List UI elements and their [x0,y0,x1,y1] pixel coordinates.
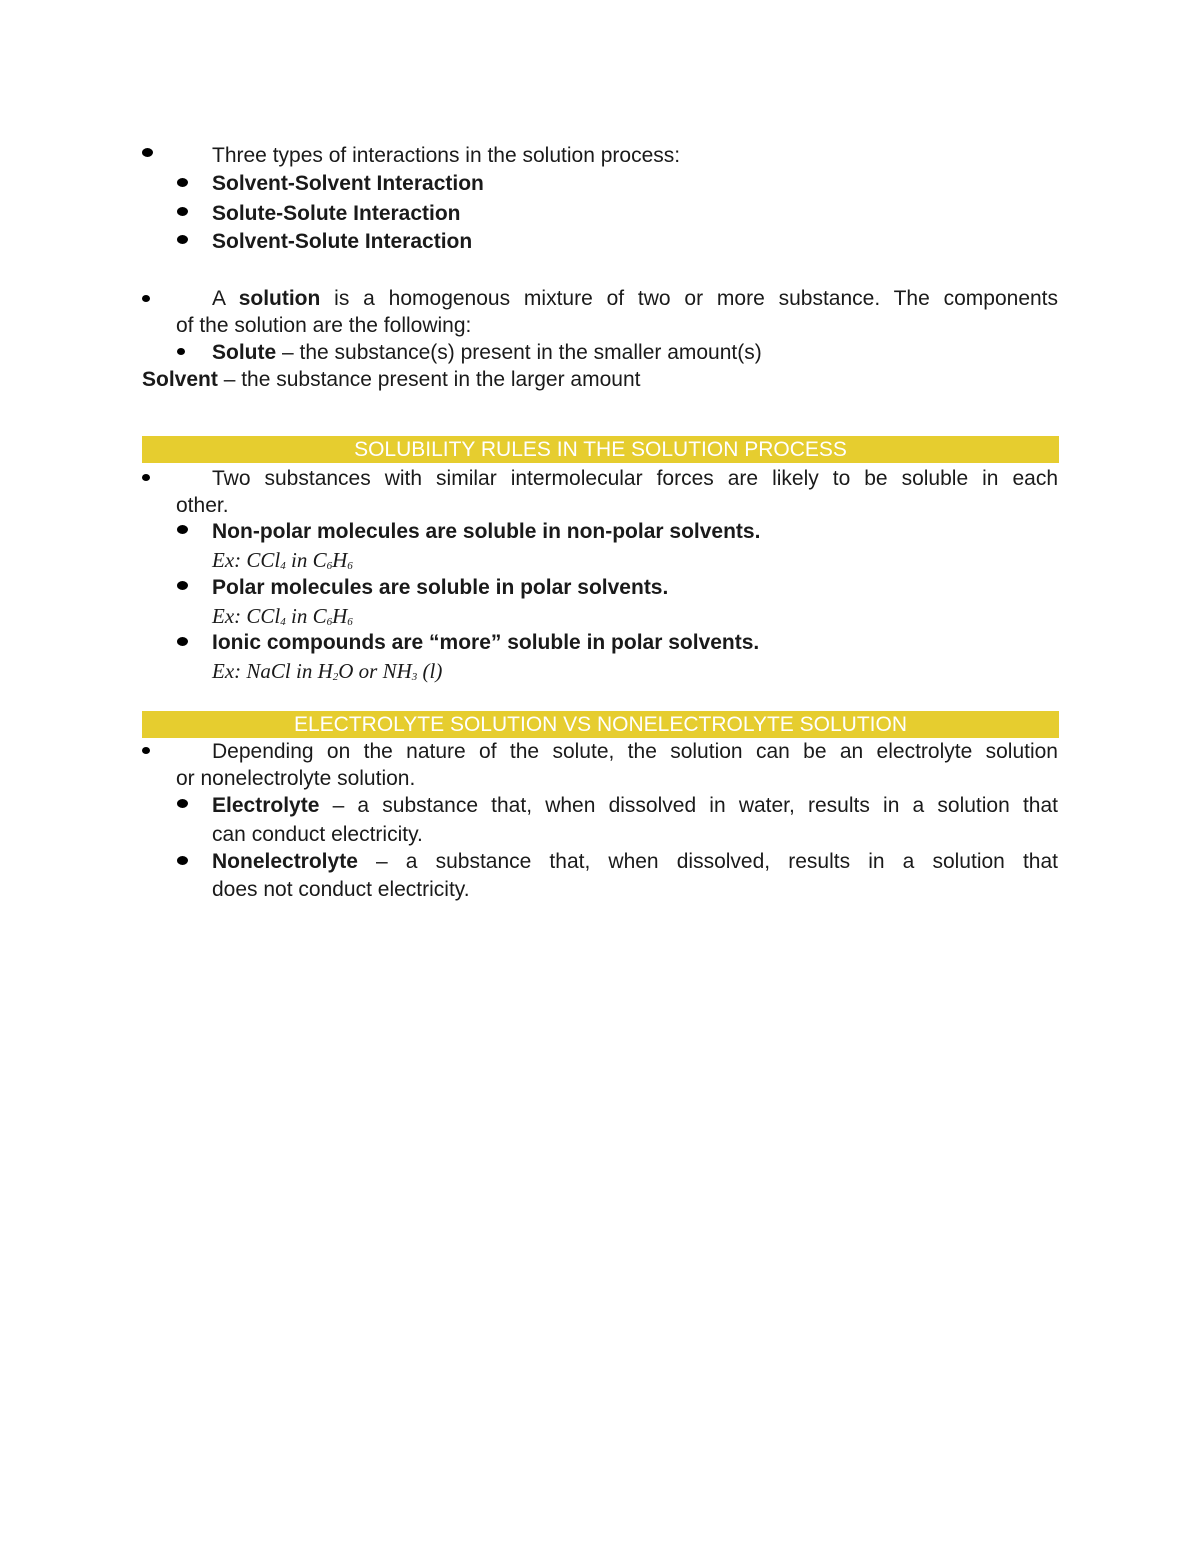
electrolyte-definition-line1: Electrolyte – a substance that, when dissolved in water, results in a solution that [212,794,1058,817]
intro-item: Solvent-Solute Interaction [212,230,473,253]
bullet-dot-icon [177,348,185,355]
solute-def: – the substance(s) present in the smaller amount(s) [276,341,762,364]
bullet-dot-icon [177,637,188,646]
bullet-dot-icon [142,747,150,754]
bullet-dot-icon [177,207,188,216]
electrolyte-lead-line2: or nonelectrolyte solution. [176,767,416,790]
solution-definition-line2: of the solution are the following: [176,314,472,337]
nonelectrolyte-definition-line2: does not conduct electricity. [212,878,470,901]
intro-lead: Three types of interactions in the solution process: [212,144,681,167]
solvent-definition [142,367,640,393]
bullet-dot-icon [177,856,188,865]
bullet-dot-icon [177,525,188,534]
solubility-lead-line1: Two substances with similar intermolecular forces are likely to be soluble in each [212,467,1058,490]
solubility-rule: Non-polar molecules are soluble in non-polar solvents. [212,520,761,543]
intro-item: Solute-Solute Interaction [212,202,461,225]
bullet-dot-icon [142,148,153,157]
solubility-rule: Ionic compounds are “more” soluble in polar solvents. [212,631,760,654]
solvent-def: – the substance present in the larger amount [217,368,641,391]
electrolyte-lead-line1: Depending on the nature of the solute, the solution can be an electrolyte solution [212,740,1058,763]
bullet-dot-icon [177,799,188,808]
solution-line1-rest: is a homogenous mixture of two or more substance. The components [320,287,1058,310]
bullet-dot-icon [177,178,188,187]
solvent-term: Solvent [142,368,218,391]
nonelectrolyte-term: Nonelectrolyte [212,850,358,873]
solution-prefix: A [212,287,239,310]
electrolyte-term: Electrolyte [212,794,320,817]
bullet-dot-icon [177,581,188,590]
solubility-lead-line2: other. [176,494,229,517]
nonelectrolyte-definition-line1: Nonelectrolyte – a substance that, when dissolved, results in a solution that [212,850,1058,873]
solubility-rule: Polar molecules are soluble in polar solvents. [212,576,669,599]
electrolyte-definition-line2: can conduct electricity. [212,823,423,846]
section-banner-electrolyte: ELECTROLYTE SOLUTION VS NONELECTROLYTE SOLUTION [142,711,1059,738]
section-banner-solubility: SOLUBILITY RULES IN THE SOLUTION PROCESS [142,436,1059,463]
solution-term: solution [238,287,321,310]
solubility-example: Ex: CCl$_4$ in $C_6H_6$ [212,548,353,572]
solute-definition [212,340,762,366]
solubility-example: Ex: NaCl in $H_2O$ or $NH_3$ (l) [212,659,443,683]
solute-term: Solute [212,341,277,364]
bullet-dot-icon [142,474,150,481]
solubility-example: Ex: CCl$_4$ in $C_6H_6$ [212,604,353,628]
bullet-dot-icon [177,235,188,244]
bullet-dot-icon [142,295,150,302]
intro-item: Solvent-Solvent Interaction [212,172,484,195]
solution-definition-line1 [212,286,1058,312]
